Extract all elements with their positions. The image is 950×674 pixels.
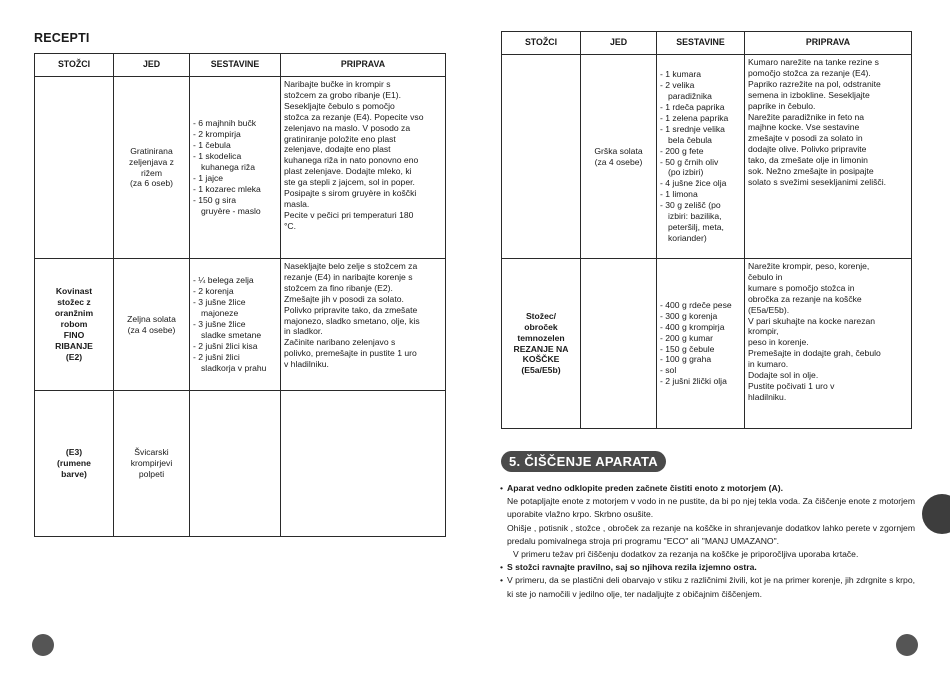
header-stozci: STOŽCI xyxy=(502,32,581,55)
ingredient-line: - 2 korenja xyxy=(193,286,234,297)
text-line: stožca za rezanje (E4). Popecite vso xyxy=(284,111,424,122)
header-sestavine: SESTAVINE xyxy=(657,32,745,55)
text-line: (za 4 osebe) xyxy=(594,156,643,167)
text-line: dodajte olive. Polivko pripravite xyxy=(748,144,867,155)
header-priprava: PRIPRAVA xyxy=(745,32,912,55)
text-line: Dodajte sol in olje. xyxy=(748,370,819,381)
table-row xyxy=(502,55,912,259)
cleaning-item-heading: S stožci ravnajte pravilno, saj so njihova rezila izjemno ostra. xyxy=(507,562,757,573)
text-line: Premešajte in dodajte grah, čebulo xyxy=(748,348,881,359)
text-line: Kovinast xyxy=(55,286,93,297)
table-row xyxy=(35,259,446,391)
text-line: rezanje (E4) in naribajte korenje s xyxy=(284,271,413,282)
ingredient-line: sladkorja v prahu xyxy=(201,362,267,373)
text-line: Gratinirana xyxy=(130,145,173,156)
ingredient-line: sladke smetane xyxy=(201,329,262,340)
text-line: Stožec/ xyxy=(525,310,557,321)
text-line: temnozelen xyxy=(517,332,565,343)
header-jed: JED xyxy=(581,32,657,55)
ingredient-line: - 150 g čebule xyxy=(660,343,715,354)
cell-priprava xyxy=(745,55,912,259)
text-line: Pecite v pečici pri temperaturi 180 xyxy=(284,209,414,220)
section-title: RECEPTI xyxy=(34,31,90,45)
text-line: (za 6 oseb) xyxy=(130,178,173,189)
text-line: majonezo, sladko smetano, olje, kis xyxy=(284,315,420,326)
ingredient-line: - 400 g rdeče pese xyxy=(660,299,732,310)
table-row xyxy=(502,259,912,429)
text-line: pomočjo stožca za rezanje (E4). xyxy=(748,67,871,78)
text-line: masla. xyxy=(284,198,310,209)
cell-jed xyxy=(581,259,657,429)
recipes-table-left xyxy=(34,53,446,537)
cell-sestavine xyxy=(657,55,745,259)
text-line: Švicarski xyxy=(134,447,169,458)
text-line: hladilniku. xyxy=(748,391,787,402)
ingredient-line: koriander) xyxy=(668,232,707,243)
ingredient-line: - 50 g črnih oliv xyxy=(660,156,719,167)
cell-stozci xyxy=(35,259,114,391)
text-line: rižem xyxy=(140,167,162,178)
text-line: krompir, xyxy=(748,326,779,337)
cell-jed xyxy=(114,77,190,259)
header-stozci: STOŽCI xyxy=(35,54,114,77)
ingredient-line: - 3 jušne žlice xyxy=(193,297,246,308)
text-line: gratiniranje položite eno plast xyxy=(284,133,396,144)
cell-sestavine xyxy=(190,391,281,537)
ingredient-line: - 4 jušne žice olja xyxy=(660,178,727,189)
text-line: Nasekljajte belo zelje s stožcem za xyxy=(284,261,418,271)
ingredient-line: - 1 limona xyxy=(660,189,698,200)
text-line: obroček xyxy=(524,321,558,332)
text-line: Začinite naribano zelenjavo s xyxy=(284,337,396,348)
text-line: kumare s pomočjo stožca in xyxy=(748,282,855,293)
ingredient-line: peteršilj, meta, xyxy=(668,221,724,232)
text-line: (rumene xyxy=(57,458,91,469)
text-line: in sladkor. xyxy=(284,326,323,337)
cleaning-item-stains xyxy=(501,574,915,600)
cell-sestavine xyxy=(190,77,281,259)
text-line: barve) xyxy=(61,468,87,479)
cleaning-paragraph: V primeru, da se plastični deli obarvajo v stiku z različnimi živili, kot je na primer korenje, jih zdrgnite s krpo, ki ste jo namočili v jedilno olje, ter nadaljujte z običajnim čiščenjem. xyxy=(507,575,915,599)
cell-jed xyxy=(114,259,190,391)
ingredient-line: kuhanega riža xyxy=(201,162,255,173)
text-line: Papriko razrežite na pol, odstranite xyxy=(748,78,881,89)
header-jed: JED xyxy=(114,54,190,77)
text-line: Polivko pripravite tako, da zmešate xyxy=(284,304,418,315)
text-line: Posipajte s sirom gruyère in koščki xyxy=(284,188,417,199)
text-line: v hladilniku. xyxy=(284,359,329,370)
ingredient-line: - 2 jušni žlici xyxy=(193,351,240,362)
ingredient-line: - 200 g kumar xyxy=(660,332,714,343)
text-line: krompirjevi xyxy=(130,458,173,469)
cleaning-item-blades xyxy=(501,561,915,574)
cleaning-item-unplug xyxy=(501,482,915,561)
text-line: Zmešajte jih v posodi za solato. xyxy=(284,293,404,304)
ingredient-line: bela čebula xyxy=(668,134,712,145)
text-line: majhne kocke. Vse sestavine xyxy=(748,122,860,133)
ingredient-line: majoneze xyxy=(201,308,239,319)
text-line: REZANJE NA xyxy=(513,343,569,354)
text-line: robom xyxy=(60,319,88,330)
ingredient-line: - 1 zelena paprika xyxy=(660,112,729,123)
text-line: Narežite paradižnike in feto na xyxy=(748,111,865,122)
cell-jed xyxy=(114,391,190,537)
text-line: (E2) xyxy=(65,351,83,362)
text-line: in kumaro. xyxy=(748,359,789,370)
header-priprava: PRIPRAVA xyxy=(281,54,446,77)
chapter-edge-tab xyxy=(922,494,950,534)
header-sestavine: SESTAVINE xyxy=(190,54,281,77)
text-line: stožcem za grobo ribanje (E1). xyxy=(284,89,402,100)
text-line: ste ga stepli z jajcem, sol in poper. xyxy=(284,177,415,188)
text-line: stožcem za fino ribanje (E2). xyxy=(284,282,393,293)
ingredient-line: - 2 jušni žlički olja xyxy=(660,376,727,387)
text-line: zelenjave, dodajte eno plast xyxy=(284,144,391,155)
recipes-table-right xyxy=(501,31,912,429)
ingredient-line: - 1 srednje velika xyxy=(660,123,725,134)
ingredient-line: - 6 majhnih bučk xyxy=(193,118,257,129)
text-line: polpeti xyxy=(138,468,165,479)
text-line: paprike in čebulo. xyxy=(748,100,816,111)
ingredient-line: - 2 velika xyxy=(660,80,695,91)
text-line: (E3) xyxy=(65,447,83,458)
text-line: čebulo in xyxy=(748,271,783,282)
cleaning-paragraph: Ohišje , potisnik , stožce , obroček za rezanje na koščke in shranjevanje dodatkov lahko perete v zgornjem predalu pomivalnega stroja pri programu "ECO" ali "MANJ UMAZANO". xyxy=(507,522,915,546)
text-line: kuhanega riža in nato ponovno eno xyxy=(284,155,419,166)
text-line: (E5a/E5b) xyxy=(521,365,561,376)
table-header-row xyxy=(502,32,912,55)
table-row xyxy=(35,77,446,259)
ingredient-line: - 1 kozarec mleka xyxy=(193,183,261,194)
ingredient-line: - 1 kumara xyxy=(660,69,702,80)
cell-stozci xyxy=(502,259,581,429)
table-row xyxy=(35,391,446,537)
ingredient-line: - 2 jušni žlici kisa xyxy=(193,340,258,351)
bullet-mark: • xyxy=(500,483,504,493)
cell-priprava xyxy=(281,391,446,537)
text-line: plast zelenjave. Dodajte mleko, ki xyxy=(284,166,412,177)
text-line: Pustite počivati 1 uro v xyxy=(748,380,835,391)
text-line: oranžnim xyxy=(54,308,94,319)
ingredient-line: - 1 skodelica xyxy=(193,151,242,162)
text-line: Naribajte bučke in krompir s xyxy=(284,79,391,89)
ingredient-line: - 1 čebula xyxy=(193,140,231,151)
cell-stozci xyxy=(35,77,114,259)
text-line: polivko, premešajte in pustite 1 uro xyxy=(284,348,417,359)
ingredient-line: paradižnika xyxy=(668,91,712,102)
text-line: (E5a/E5b). xyxy=(748,304,790,315)
text-line: °C. xyxy=(284,220,297,231)
text-line: peso in korenje. xyxy=(748,337,809,348)
cleaning-instructions xyxy=(501,482,915,601)
ingredient-line: - 150 g sira xyxy=(193,194,236,205)
cell-stozci xyxy=(35,391,114,537)
ingredient-line: - 1 jajce xyxy=(193,172,224,183)
text-line: semena in izbokline. Sesekljajte xyxy=(748,89,870,100)
text-line: obročka za rezanje na koščke xyxy=(748,293,862,304)
ingredient-line: gruyère - maslo xyxy=(201,205,261,216)
cleaning-paragraph: Ne potapljajte enote z motorjem v vodo in ne pustite, da bi po njej tekla voda. Za čiščenje enote z motorjem uporabite vlažno krpo. Skrbno osušite. xyxy=(507,496,915,520)
page-marker-right xyxy=(896,634,918,656)
text-line: zmešajte v posodi za solato in xyxy=(748,133,863,144)
text-line: RIBANJE xyxy=(55,340,93,351)
text-line: Narežite krompir, peso, korenje, xyxy=(748,261,870,271)
text-line: FINO xyxy=(63,329,85,340)
bullet-mark: • xyxy=(500,562,504,573)
ingredient-line: - 400 g krompirja xyxy=(660,321,725,332)
text-line: Sesekljajte čebulo s pomočjo xyxy=(284,100,395,111)
ingredient-line: - 300 g korenja xyxy=(660,310,718,321)
ingredient-line: izbiri: bazilika, xyxy=(668,211,722,222)
text-line: (za 4 osebe) xyxy=(127,324,176,335)
text-line: KOŠČKE xyxy=(522,354,560,365)
cleaning-section-title: 5. ČIŠČENJE APARATA xyxy=(501,451,666,472)
cell-priprava xyxy=(745,259,912,429)
ingredient-line: - sol xyxy=(660,365,677,376)
ingredient-line: - ¼ belega zelja xyxy=(193,275,254,286)
cleaning-item-heading: Aparat vedno odklopite preden začnete čistiti enoto z motorjem (A). xyxy=(507,483,783,493)
cleaning-paragraph: V primeru težav pri čiščenju dodatkov za rezanja na koščke je priporočljiva uporaba krtače. xyxy=(513,549,859,560)
ingredient-line: - 30 g zelišč (po xyxy=(660,200,721,211)
text-line: Grška solata xyxy=(594,145,643,156)
page-marker-left xyxy=(32,634,54,656)
ingredient-line: - 200 g fete xyxy=(660,145,704,156)
cell-stozci xyxy=(502,55,581,259)
table-header-row xyxy=(35,54,446,77)
cell-priprava xyxy=(281,77,446,259)
text-line: stožec z xyxy=(57,297,91,308)
ingredient-line: - 1 rdeča paprika xyxy=(660,101,725,112)
text-line: Kumaro narežite na tanke rezine s xyxy=(748,57,879,67)
cell-jed xyxy=(581,55,657,259)
text-line: zelenjavo na maslo. V posodo za xyxy=(284,122,411,133)
cell-sestavine xyxy=(657,259,745,429)
ingredient-line: (po izbiri) xyxy=(668,167,704,178)
cell-priprava xyxy=(281,259,446,391)
text-line: V pari skuhajte na kocke narezan xyxy=(748,315,876,326)
bullet-mark: • xyxy=(500,575,504,586)
text-line: zeljenjava z xyxy=(129,156,174,167)
ingredient-line: - 2 krompirja xyxy=(193,129,241,140)
cell-sestavine xyxy=(190,259,281,391)
ingredient-line: - 3 jušne žlice xyxy=(193,319,246,330)
text-line: sok. Nežno zmešajte in posipajte xyxy=(748,166,874,177)
text-line: tako, da zmešate olje in limonin xyxy=(748,155,868,166)
text-line: Zeljna solata xyxy=(127,313,176,324)
text-line: solato s svežimi sesekljanimi zelišči. xyxy=(748,176,887,187)
ingredient-line: - 100 g graha xyxy=(660,354,712,365)
